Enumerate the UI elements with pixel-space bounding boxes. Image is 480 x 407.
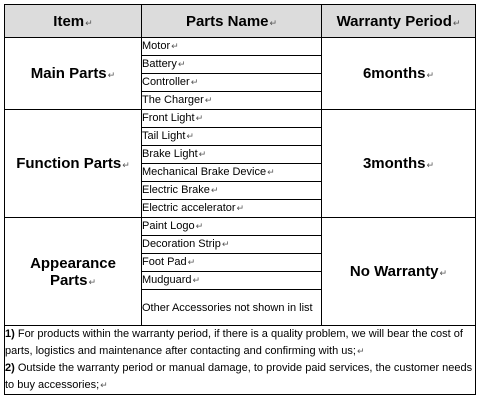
period-main-parts: 6months↵: [322, 38, 476, 110]
item-main-parts: Main Parts↵: [5, 38, 142, 110]
part-cell: Controller↵: [142, 74, 322, 92]
part-cell: Front Light↵: [142, 110, 322, 128]
notes-row: [5, 326, 476, 395]
part-cell: Tail Light↵: [142, 128, 322, 146]
table-row: [5, 110, 476, 128]
note-2: 2) Outside the warranty period or manual damage, to provide paid services, the customer needs to buy accessories;↵: [5, 362, 473, 391]
item-function-parts: Function Parts↵: [5, 110, 142, 218]
header-row: [5, 5, 476, 38]
part-cell: Mechanical Brake Device↵: [142, 164, 322, 182]
period-appearance-parts: No Warranty↵: [322, 218, 476, 326]
note-1: 1) For products within the warranty period, if there is a quality problem, we will bear the cost of parts, logistics and maintenance after contacting and confirming with us;↵: [5, 328, 463, 357]
part-cell: Electric accelerator↵: [142, 200, 322, 218]
part-cell: Motor↵: [142, 38, 322, 56]
header-parts-name: Parts Name↵: [142, 5, 322, 38]
part-cell: The Charger↵: [142, 92, 322, 110]
part-cell: Mudguard↵: [142, 272, 322, 290]
header-item: Item↵: [5, 5, 142, 38]
table-row: [5, 218, 476, 236]
period-function-parts: 3months↵: [322, 110, 476, 218]
notes-cell: [5, 326, 476, 395]
part-cell: Paint Logo↵: [142, 218, 322, 236]
table-row: [5, 38, 476, 56]
warranty-table: [4, 4, 476, 395]
part-cell: Other Accessories not shown in list: [142, 290, 322, 326]
part-cell: Battery↵: [142, 56, 322, 74]
part-cell: Brake Light↵: [142, 146, 322, 164]
part-cell: Decoration Strip↵: [142, 236, 322, 254]
part-cell: Foot Pad↵: [142, 254, 322, 272]
header-warranty-period: Warranty Period↵: [322, 5, 476, 38]
item-appearance-parts: Appearance Parts↵: [5, 218, 142, 326]
part-cell: Electric Brake↵: [142, 182, 322, 200]
